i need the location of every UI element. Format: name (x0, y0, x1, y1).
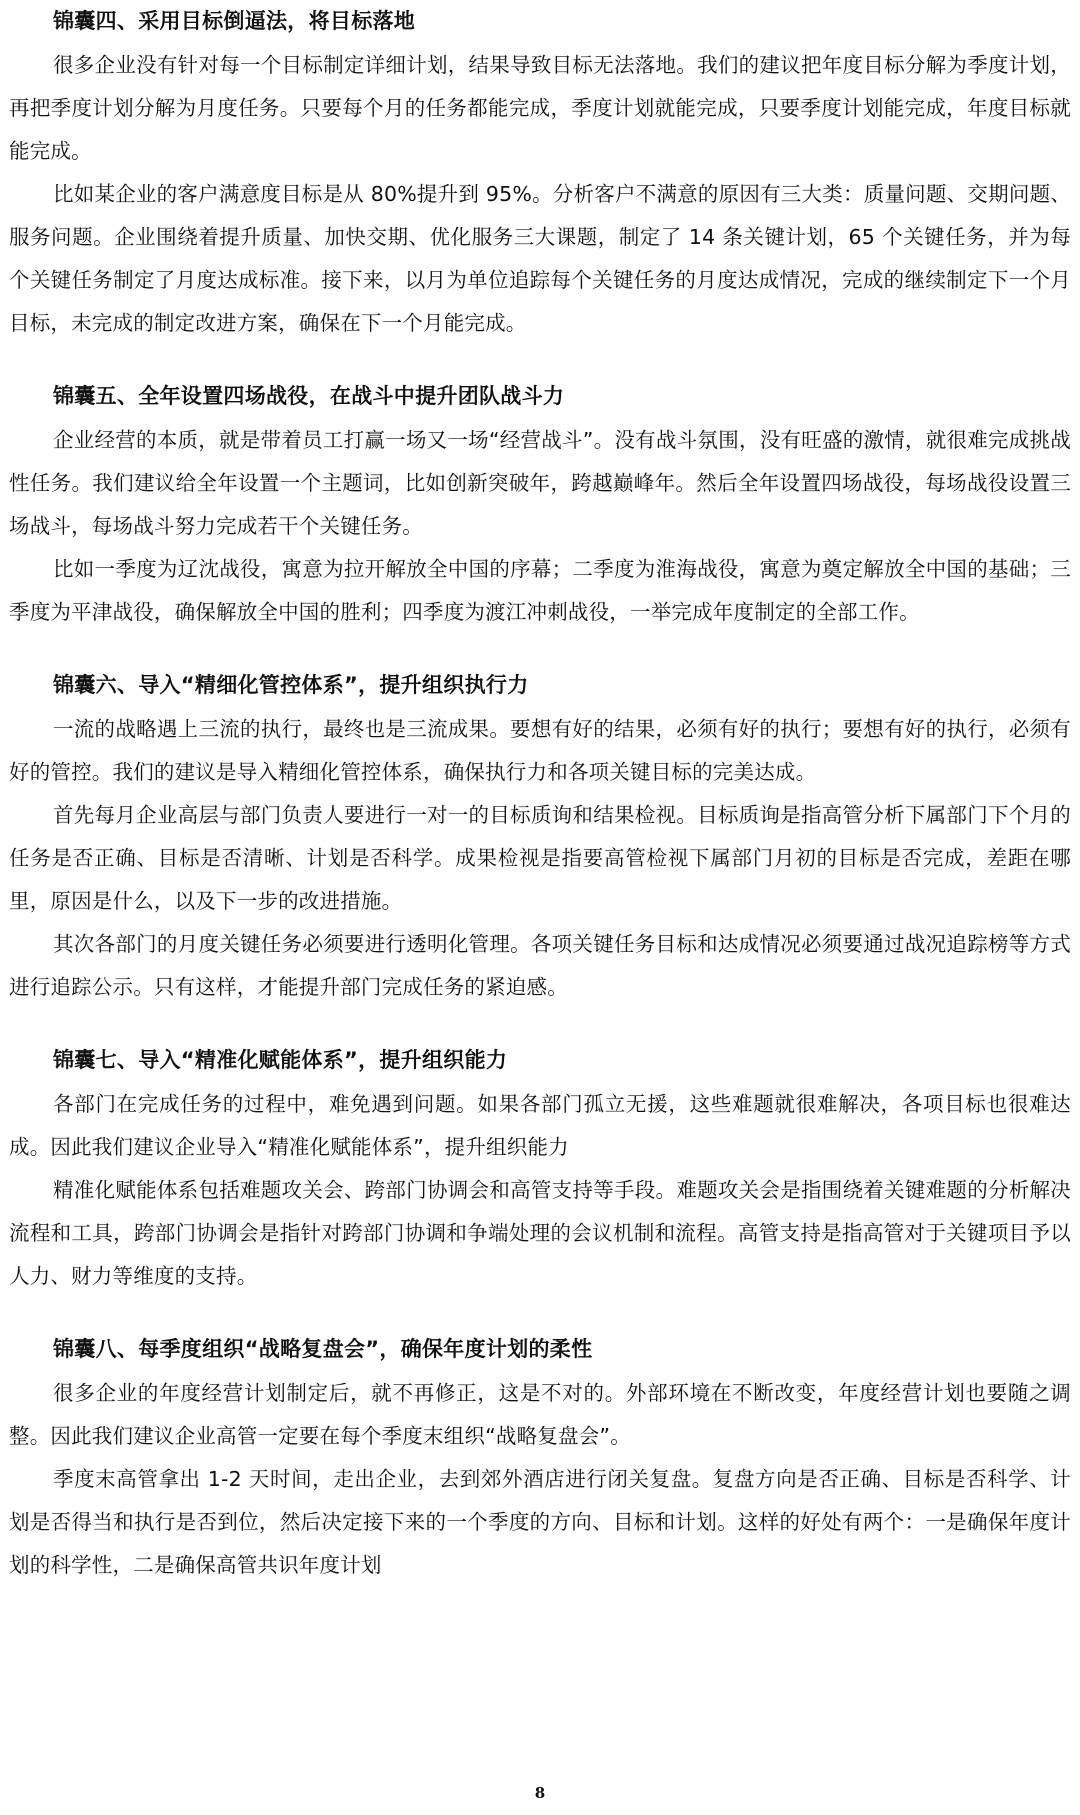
document-body (9, 6, 1071, 1623)
paragraph: 季度末高管拿出 1-2 天时间，走出企业，去到郊外酒店进行闭关复盘。复盘方向是否正确、目标是否科学、计划是否得当和执行是否到位，然后决定接下来的一个季度的方向、目标和计划。这样的好处有两个：一是确保年度计划的科学性，二是确保高管共识年度计划 (9, 1467, 1071, 1577)
section-7 (9, 1045, 1071, 1298)
paragraph: 企业经营的本质，就是带着员工打赢一场又一场“经营战斗”。没有战斗氛围，没有旺盛的激情，就很难完成挑战性任务。我们建议给全年设置一个主题词，比如创新突破年，跨越巅峰年。然后全年设置四场战役，每场战役设置三场战斗，每场战斗努力完成若干个关键任务。 (9, 428, 1071, 538)
paragraph: 首先每月企业高层与部门负责人要进行一对一的目标质询和结果检视。目标质询是指高管分析下属部门下个月的任务是否正确、目标是否清晰、计划是否科学。成果检视是指要高管检视下属部门月初的目标是否完成，差距在哪里，原因是什么，以及下一步的改进措施。 (9, 803, 1071, 913)
section-6 (9, 670, 1071, 1009)
section-heading: 锦囊七、导入“精准化赋能体系”，提升组织能力 (53, 1048, 508, 1072)
paragraph: 一流的战略遇上三流的执行，最终也是三流成果。要想有好的结果，必须有好的执行；要想有好的执行，必须有好的管控。我们的建议是导入精细化管控体系，确保执行力和各项关键目标的完美达成。 (9, 717, 1071, 784)
section-8 (9, 1334, 1071, 1587)
section-heading: 锦囊四、采用目标倒逼法，将目标落地 (53, 9, 416, 33)
section-heading: 锦囊八、每季度组织“战略复盘会”，确保年度计划的柔性 (53, 1337, 593, 1361)
section-5 (9, 381, 1071, 634)
page-number: 8 (534, 1784, 546, 1802)
section-heading: 锦囊六、导入“精细化管控体系”，提升组织执行力 (53, 673, 529, 697)
paragraph: 比如某企业的客户满意度目标是从 80%提升到 95%。分析客户不满意的原因有三大类：质量问题、交期问题、服务问题。企业围绕着提升质量、加快交期、优化服务三大课题，制定了 14 条关键计划，65 个关键任务，并为每个关键任务制定了月度达成标准。接下来，以月为单位追踪每个关键任务的月度达成情况，完成的继续制定下一个月目标，未完成的制定改进方案，确保在下一个月能完成。 (9, 182, 1071, 335)
paragraph: 很多企业没有针对每一个目标制定详细计划，结果导致目标无法落地。我们的建议把年度目标分解为季度计划，再把季度计划分解为月度任务。只要每个月的任务都能完成，季度计划就能完成，只要季度计划能完成，年度目标就能完成。 (9, 53, 1071, 163)
section-heading: 锦囊五、全年设置四场战役，在战斗中提升团队战斗力 (53, 384, 565, 408)
section-4 (9, 6, 1071, 345)
paragraph: 精准化赋能体系包括难题攻关会、跨部门协调会和高管支持等手段。难题攻关会是指围绕着关键难题的分析解决流程和工具，跨部门协调会是指针对跨部门协调和争端处理的会议机制和流程。高管支持是指高管对于关键项目予以人力、财力等维度的支持。 (9, 1178, 1071, 1288)
paragraph: 比如一季度为辽沈战役，寓意为拉开解放全中国的序幕；二季度为淮海战役，寓意为奠定解放全中国的基础；三季度为平津战役，确保解放全中国的胜利；四季度为渡江冲刺战役，一举完成年度制定的全部工作。 (9, 557, 1071, 624)
paragraph: 其次各部门的月度关键任务必须要进行透明化管理。各项关键任务目标和达成情况必须要通过战况追踪榜等方式进行追踪公示。只有这样，才能提升部门完成任务的紧迫感。 (9, 932, 1071, 999)
paragraph: 很多企业的年度经营计划制定后，就不再修正，这是不对的。外部环境在不断改变，年度经营计划也要随之调整。因此我们建议企业高管一定要在每个季度末组织“战略复盘会”。 (9, 1381, 1071, 1448)
paragraph: 各部门在完成任务的过程中，难免遇到问题。如果各部门孤立无援，这些难题就很难解决，各项目标也很难达成。因此我们建议企业导入“精准化赋能体系”，提升组织能力 (9, 1092, 1071, 1159)
